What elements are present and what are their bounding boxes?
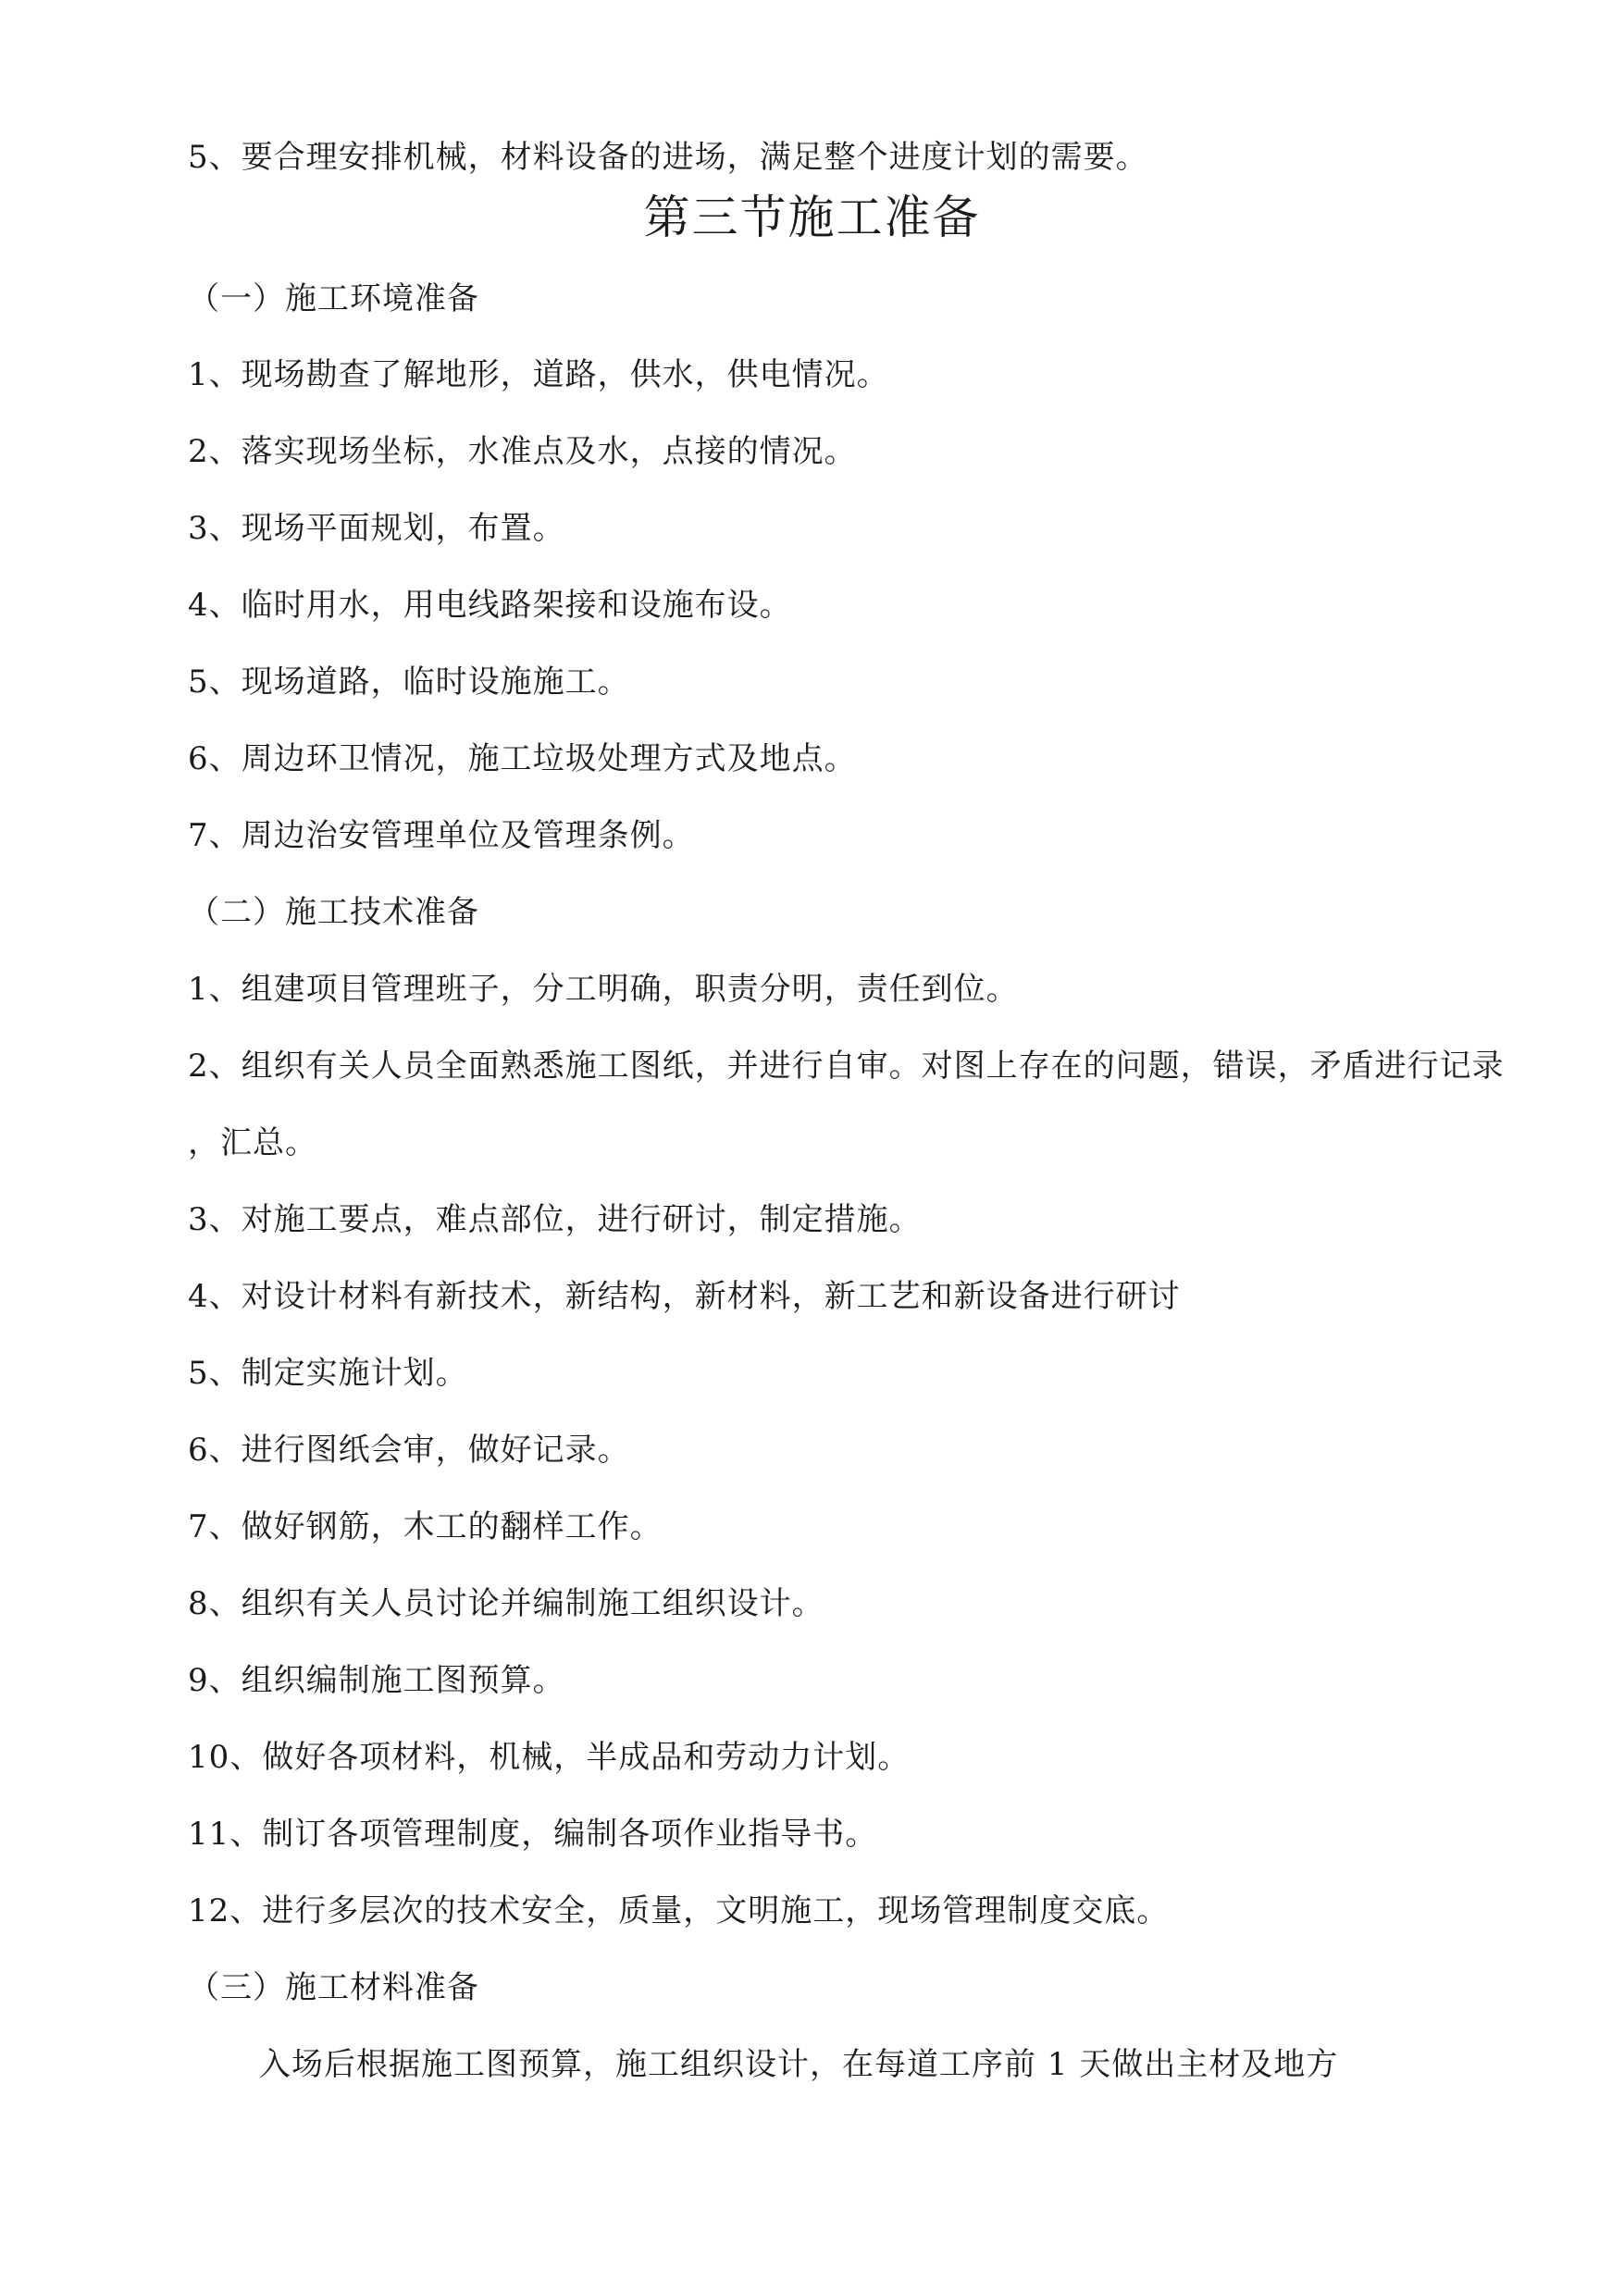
list-item: 10、做好各项材料，机械，半成品和劳动力计划。: [188, 1739, 911, 1776]
subsection-heading: （二）施工技术准备: [188, 894, 479, 931]
list-item: 7、做好钢筋，木工的翻样工作。: [188, 1508, 663, 1545]
list-item: 9、组织编制施工图预算。: [188, 1662, 565, 1699]
section-title: 第三节施工准备: [643, 191, 981, 244]
list-item: 2、组织有关人员全面熟悉施工图纸，并进行自审。对图上存在的问题，错误，矛盾进行记录: [188, 1048, 1505, 1085]
list-item: 7、周边治安管理单位及管理条例。: [188, 817, 695, 854]
subsection-heading: （三）施工材料准备: [188, 1969, 479, 2006]
list-item: 5、现场道路，临时设施施工。: [188, 664, 630, 701]
paragraph-line: 5、要合理安排机械，材料设备的进场，满足整个进度计划的需要。: [188, 139, 1148, 176]
list-item: 4、临时用水，用电线路架接和设施布设。: [188, 587, 792, 624]
list-item: 6、周边环卫情况，施工垃圾处理方式及地点。: [188, 740, 857, 777]
list-item: 3、现场平面规划，布置。: [188, 510, 565, 547]
list-item: 1、组建项目管理班子，分工明确，职责分明，责任到位。: [188, 971, 1019, 1008]
list-item: 4、对设计材料有新技术，新结构，新材料，新工艺和新设备进行研讨: [188, 1278, 1181, 1315]
list-item: 3、对施工要点，难点部位，进行研讨，制定措施。: [188, 1201, 922, 1238]
list-item: 6、进行图纸会审，做好记录。: [188, 1432, 630, 1469]
subsection-heading: （一）施工环境准备: [188, 280, 479, 317]
list-item: 2、落实现场坐标，水准点及水，点接的情况。: [188, 433, 857, 470]
paragraph-line: 入场后根据施工图预算，施工组织设计，在每道工序前 1 天做出主材及地方: [259, 2046, 1339, 2083]
list-item-continuation: ，汇总。: [188, 1124, 317, 1161]
list-item: 8、组织有关人员讨论并编制施工组织设计。: [188, 1585, 824, 1622]
list-item: 12、进行多层次的技术安全，质量，文明施工，现场管理制度交底。: [188, 1892, 1170, 1929]
list-item: 5、制定实施计划。: [188, 1355, 468, 1392]
list-item: 1、现场勘查了解地形，道路，供水，供电情况。: [188, 356, 889, 393]
list-item: 11、制订各项管理制度，编制各项作业指导书。: [188, 1816, 878, 1853]
